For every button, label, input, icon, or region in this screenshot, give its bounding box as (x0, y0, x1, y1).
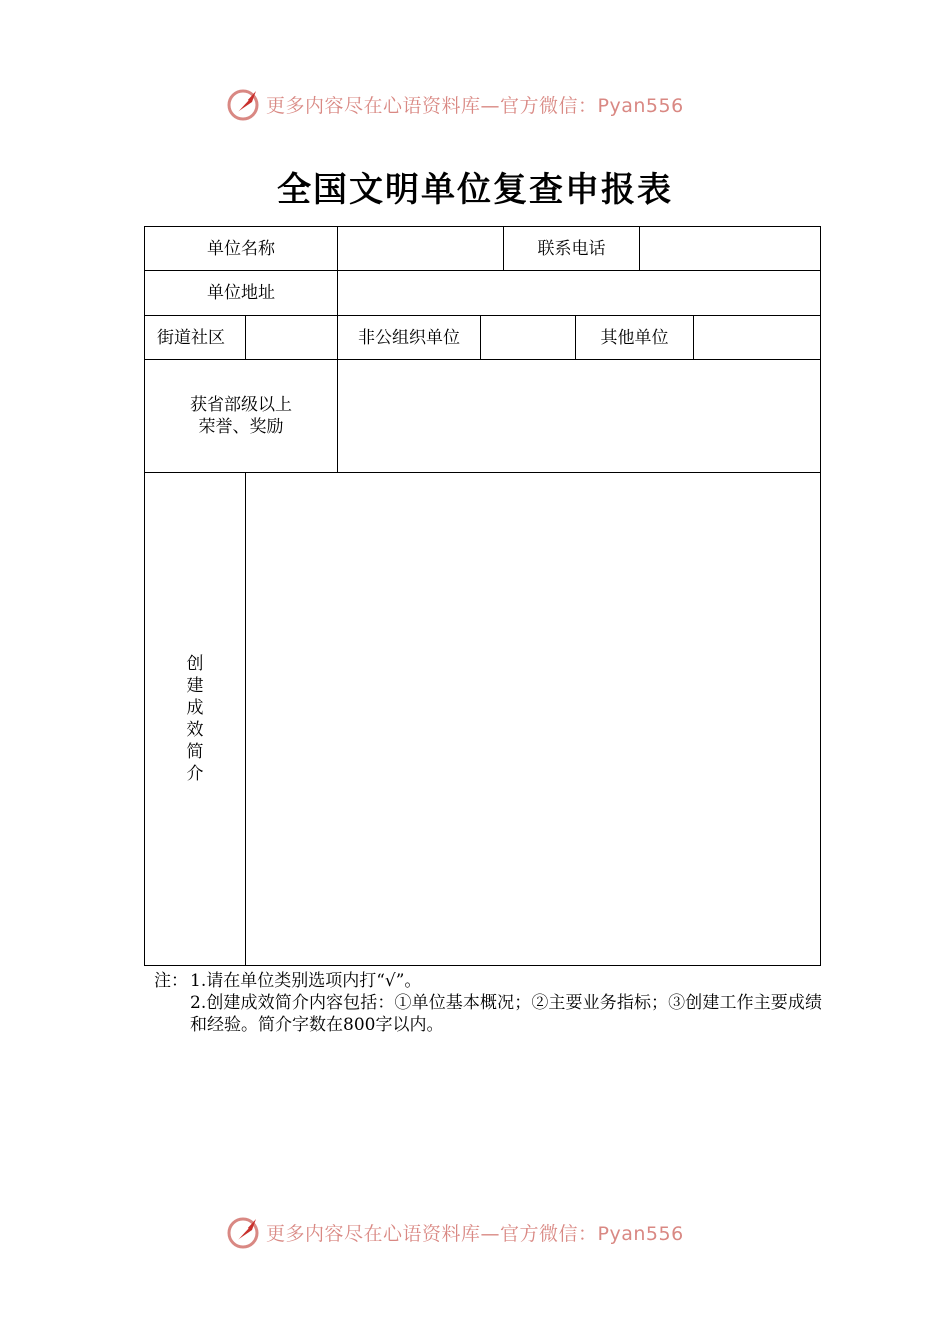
honors-label (145, 360, 338, 473)
note-item-2: 2.创建成效简介内容包括：①单位基本概况；②主要业务指标；③创建工作主要成绩和经验。简介字数在800字以内。 (190, 993, 822, 1035)
document-title: 全国文明单位复查申报表 (277, 170, 673, 210)
row-unit-name (145, 227, 821, 271)
category-street-checkbox[interactable] (246, 316, 338, 360)
feather-logo-icon (226, 86, 262, 122)
phone-label: 联系电话 (504, 227, 640, 271)
honors-field[interactable] (338, 360, 821, 473)
watermark-footer (226, 1212, 726, 1252)
row-honors (145, 360, 821, 473)
achievements-field[interactable] (246, 473, 821, 966)
row-address (145, 271, 821, 316)
achievements-label: 创建成效简介 (186, 654, 204, 784)
watermark-text: 更多内容尽在心语资料库—官方微信：Pyan556 (266, 1222, 684, 1245)
address-label: 单位地址 (145, 271, 338, 316)
note-item-1: 1.请在单位类别选项内打“√”。 (190, 971, 422, 991)
honors-label-line1: 获省部级以上 (190, 395, 292, 415)
category-nonpublic-label: 非公组织单位 (338, 316, 481, 360)
address-field[interactable] (338, 271, 821, 316)
honors-label-line2: 荣誉、奖励 (198, 417, 284, 437)
category-nonpublic-checkbox[interactable] (481, 316, 576, 360)
category-other-label: 其他单位 (576, 316, 694, 360)
application-form-table (144, 226, 821, 966)
unit-name-label: 单位名称 (145, 227, 338, 271)
achievements-label-cell (145, 473, 246, 966)
feather-logo-icon (226, 1214, 262, 1250)
watermark-text: 更多内容尽在心语资料库—官方微信：Pyan556 (266, 94, 684, 117)
row-unit-category (145, 316, 821, 360)
category-street-label: 街道社区 (145, 316, 246, 360)
watermark-header (226, 84, 726, 124)
row-achievements (145, 473, 821, 966)
unit-name-field[interactable] (338, 227, 504, 271)
form-notes (154, 970, 822, 1036)
phone-field[interactable] (640, 227, 821, 271)
notes-prefix: 注： (154, 971, 188, 991)
category-other-checkbox[interactable] (694, 316, 821, 360)
